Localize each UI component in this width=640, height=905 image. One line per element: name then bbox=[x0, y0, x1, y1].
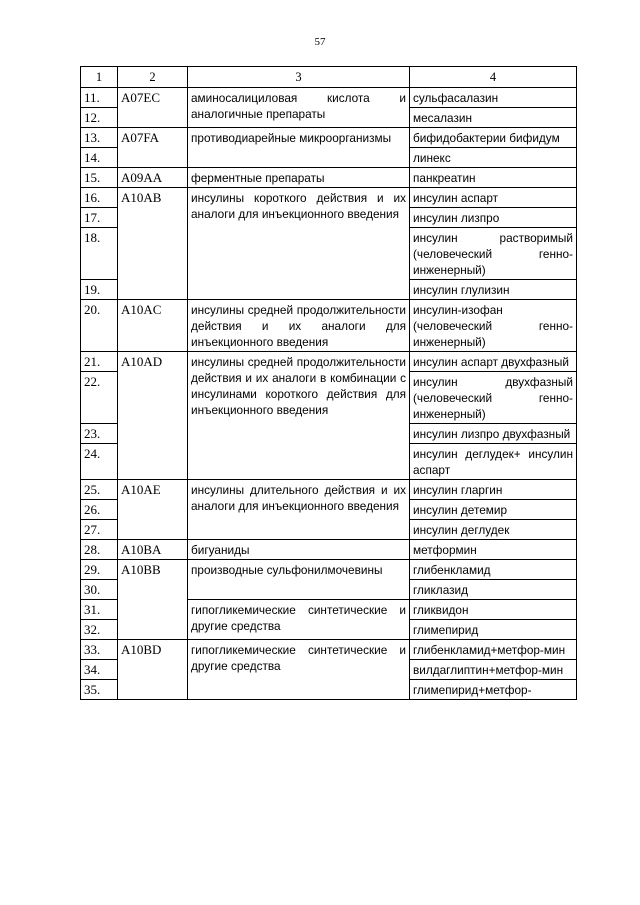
drug-name: глибенкламид bbox=[410, 560, 577, 580]
drug-name: метформин bbox=[410, 540, 577, 560]
row-number: 24. bbox=[81, 444, 118, 480]
atc-code: A10AD bbox=[118, 352, 188, 480]
drug-name: сульфасалазин bbox=[410, 88, 577, 108]
drug-name: месалазин bbox=[410, 108, 577, 128]
pharmacological-group: гипогликемические синтетические и другие средства bbox=[188, 600, 410, 640]
row-number: 23. bbox=[81, 424, 118, 444]
row-number: 25. bbox=[81, 480, 118, 500]
drug-name: инсулин гларгин bbox=[410, 480, 577, 500]
drug-name: вилдаглиптин+метфор-мин bbox=[410, 660, 577, 680]
atc-code: A10BB bbox=[118, 560, 188, 640]
row-number: 20. bbox=[81, 300, 118, 352]
table-row bbox=[81, 480, 577, 500]
row-number: 28. bbox=[81, 540, 118, 560]
pharmacological-group: ферментные препараты bbox=[188, 168, 410, 188]
drug-name: линекс bbox=[410, 148, 577, 168]
column-header: 3 bbox=[188, 67, 410, 88]
row-number: 14. bbox=[81, 148, 118, 168]
drug-name: инсулин деглудек bbox=[410, 520, 577, 540]
drug-name: инсулин глулизин bbox=[410, 280, 577, 300]
row-number: 32. bbox=[81, 620, 118, 640]
row-number: 29. bbox=[81, 560, 118, 580]
row-number: 30. bbox=[81, 580, 118, 600]
row-number: 27. bbox=[81, 520, 118, 540]
table-row bbox=[81, 128, 577, 148]
pharmacological-group: инсулины средней продолжительности действия и их аналоги в комбинации с инсулинами короткого действия для инъекционного введения bbox=[188, 352, 410, 480]
drug-name: глибенкламид+метфор-мин bbox=[410, 640, 577, 660]
column-header: 4 bbox=[410, 67, 577, 88]
pharmacological-group: бигуаниды bbox=[188, 540, 410, 560]
column-header: 2 bbox=[118, 67, 188, 88]
row-number: 12. bbox=[81, 108, 118, 128]
atc-code: A07FA bbox=[118, 128, 188, 168]
atc-code: A10AE bbox=[118, 480, 188, 540]
table-header-row bbox=[81, 67, 577, 88]
drug-name: инсулин лизпро двухфазный bbox=[410, 424, 577, 444]
row-number: 35. bbox=[81, 680, 118, 700]
row-number: 11. bbox=[81, 88, 118, 108]
drug-name: глимепирид+метфор- bbox=[410, 680, 577, 700]
drug-name: инсулин-изофан (человеческий генно-инженерный) bbox=[410, 300, 577, 352]
pharmacological-group: аминосалициловая кислота и аналогичные препараты bbox=[188, 88, 410, 128]
row-number: 21. bbox=[81, 352, 118, 372]
drug-name: инсулин аспарт двухфазный bbox=[410, 352, 577, 372]
row-number: 15. bbox=[81, 168, 118, 188]
table-row bbox=[81, 168, 577, 188]
pharmacological-group: противодиарейные микроорганизмы bbox=[188, 128, 410, 168]
row-number: 22. bbox=[81, 372, 118, 424]
drug-classification-table bbox=[80, 66, 577, 700]
row-number: 26. bbox=[81, 500, 118, 520]
table-row bbox=[81, 540, 577, 560]
pharmacological-group: инсулины средней продолжительности действия и их аналоги для инъекционного введения bbox=[188, 300, 410, 352]
atc-code: A10BA bbox=[118, 540, 188, 560]
table-row bbox=[81, 560, 577, 580]
table-body bbox=[81, 88, 577, 700]
column-header: 1 bbox=[81, 67, 118, 88]
drug-name: инсулин деглудек+ инсулин аспарт bbox=[410, 444, 577, 480]
drug-name: инсулин лизпро bbox=[410, 208, 577, 228]
drug-name: инсулин двухфазный (человеческий генно-инженерный) bbox=[410, 372, 577, 424]
table-row bbox=[81, 188, 577, 208]
drug-name: инсулин детемир bbox=[410, 500, 577, 520]
table-row bbox=[81, 352, 577, 372]
atc-code: A10AC bbox=[118, 300, 188, 352]
drug-name: инсулин растворимый (человеческий генно-инженерный) bbox=[410, 228, 577, 280]
table-row bbox=[81, 640, 577, 660]
pharmacological-group: производные сульфонилмочевины bbox=[188, 560, 410, 600]
row-number: 31. bbox=[81, 600, 118, 620]
atc-code: A10BD bbox=[118, 640, 188, 700]
row-number: 19. bbox=[81, 280, 118, 300]
pharmacological-group: инсулины длительного действия и их аналоги для инъекционного введения bbox=[188, 480, 410, 540]
row-number: 18. bbox=[81, 228, 118, 280]
drug-name: панкреатин bbox=[410, 168, 577, 188]
atc-code: A07EC bbox=[118, 88, 188, 128]
row-number: 17. bbox=[81, 208, 118, 228]
pharmacological-group: инсулины короткого действия и их аналоги для инъекционного введения bbox=[188, 188, 410, 300]
drug-name: гликвидон bbox=[410, 600, 577, 620]
drug-name: бифидобактерии бифидум bbox=[410, 128, 577, 148]
row-number: 33. bbox=[81, 640, 118, 660]
drug-name: гликлазид bbox=[410, 580, 577, 600]
atc-code: A10AB bbox=[118, 188, 188, 300]
table-row bbox=[81, 300, 577, 352]
page-number: 57 bbox=[314, 36, 326, 48]
row-number: 13. bbox=[81, 128, 118, 148]
drug-name: инсулин аспарт bbox=[410, 188, 577, 208]
pharmacological-group: гипогликемические синтетические и другие средства bbox=[188, 640, 410, 700]
atc-code: A09AA bbox=[118, 168, 188, 188]
row-number: 34. bbox=[81, 660, 118, 680]
drug-name: глимепирид bbox=[410, 620, 577, 640]
table-row bbox=[81, 88, 577, 108]
row-number: 16. bbox=[81, 188, 118, 208]
